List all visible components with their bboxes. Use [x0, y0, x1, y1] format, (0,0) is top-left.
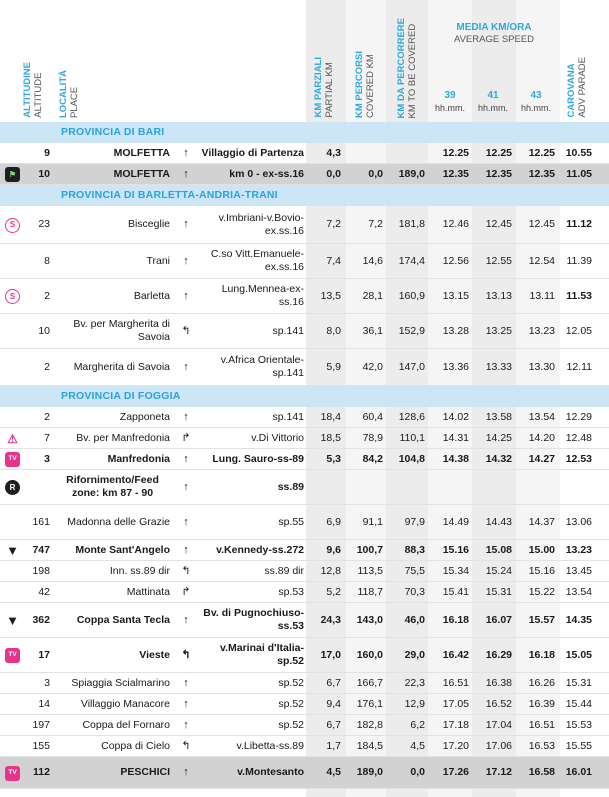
road-cell: v.Africa Orientale-sp.141: [220, 354, 304, 379]
place-cell: Spiaggia Scialmarino: [71, 676, 170, 689]
carovana-cell: 13.06: [565, 515, 592, 528]
place-cell: MOLFETTA: [113, 146, 170, 159]
section-label: PROVINCIA DI FOGGIA: [61, 390, 181, 402]
km-covered-cell: 176,1: [356, 697, 383, 710]
table-row: [0, 349, 609, 386]
time-41-cell: [474, 470, 512, 504]
km-partial-cell: 5,2: [326, 585, 341, 598]
km-to-go-cell: 152,9: [398, 324, 425, 337]
km-partial-cell: 4,3: [326, 146, 341, 159]
time-39-cell: 17.05: [442, 697, 469, 710]
place-cell: Coppa del Fornaro: [82, 718, 170, 731]
time-41-cell: 12.45: [485, 218, 512, 230]
km-to-go-cell: 181,8: [398, 218, 425, 230]
start-flag-icon: ⚑: [5, 167, 20, 182]
km-to-go-cell: 189,0: [398, 167, 425, 180]
time-39-cell: 12.56: [442, 254, 469, 267]
carovana-cell: 11.39: [566, 254, 592, 267]
header-altitude: ALTITUDINE ALTITUDE: [22, 62, 44, 118]
road-cell: v.Di Vittorio: [251, 431, 304, 444]
km-partial-cell: 9,6: [326, 543, 341, 556]
sprint-icon: S: [5, 289, 20, 304]
km-partial-cell: 18,4: [320, 410, 341, 423]
time-41-cell: 17.12: [485, 766, 512, 778]
road-cell: v.Montesanto: [237, 766, 304, 778]
place-cell: Bisceglie: [127, 218, 170, 230]
road-cell: km 0 - ex-ss.16: [229, 167, 304, 180]
km-partial-cell: [312, 470, 341, 504]
direction-arrow-icon: ↑: [183, 146, 189, 159]
time-41-cell: 16.29: [485, 648, 512, 661]
table-row: [0, 407, 609, 428]
table-row: [0, 582, 609, 603]
time-41-cell: 17.06: [485, 739, 512, 752]
time-43-cell: 16.58: [528, 766, 555, 778]
road-cell: sp.55: [278, 515, 304, 528]
time-39-cell: 14.31: [442, 431, 469, 444]
altitude-cell: 14: [38, 697, 50, 710]
direction-arrow-icon: ↑: [183, 613, 189, 626]
altitude-cell: 112: [33, 766, 50, 778]
table-row: [0, 449, 609, 470]
time-41-cell: 14.43: [485, 515, 512, 528]
altitude-cell: 2: [44, 410, 50, 423]
carovana-cell: 12.53: [565, 452, 592, 465]
place-cell: Bv. per Manfredonia: [76, 431, 170, 444]
table-row: [0, 244, 609, 279]
carovana-cell: 12.11: [566, 360, 592, 373]
time-39-cell: 14.49: [442, 515, 469, 528]
altitude-cell: 17: [38, 648, 50, 661]
km-partial-cell: 17,0: [320, 648, 341, 661]
km-to-go-cell: 70,3: [404, 585, 425, 598]
carovana-cell: 11.53: [566, 289, 592, 302]
time-41-cell: 12.55: [485, 254, 512, 267]
altitude-cell: 362: [32, 613, 50, 626]
header-km-to-go: KM DA PERCORRERE KM TO BE COVERED: [396, 17, 418, 118]
road-cell: v.Kennedy-ss.272: [216, 543, 304, 556]
altitude-cell: 42: [38, 585, 50, 598]
time-41-cell: 15.31: [485, 585, 512, 598]
km-to-go-cell: 147,0: [398, 360, 425, 373]
time-43-cell: 12.45: [528, 218, 555, 230]
km-to-go-cell: [388, 143, 425, 163]
time-43-cell: 14.27: [528, 452, 555, 465]
km-partial-cell: 6,9: [326, 515, 341, 528]
road-cell: ss.89: [277, 480, 304, 493]
time-39-cell: 13.28: [442, 324, 469, 337]
carovana-cell: [560, 470, 592, 504]
km-to-go-cell: 22,3: [404, 676, 425, 689]
place-cell: Villaggio Manacore: [80, 697, 170, 710]
time-39-cell: 17.20: [442, 739, 469, 752]
place-cell: Monte Sant'Angelo: [75, 543, 170, 556]
time-41-cell: 13.58: [485, 410, 512, 423]
table-row: [0, 314, 609, 349]
table-row: [0, 736, 609, 757]
time-43-cell: 14.20: [528, 431, 555, 444]
time-41-cell: 16.52: [485, 697, 512, 710]
road-cell: C.so Vitt.Emanuele-ex.ss.16: [210, 248, 304, 273]
section-label: PROVINCIA DI BARI: [61, 126, 165, 138]
road-cell: sp.52: [278, 697, 304, 710]
km-partial-cell: 6,7: [326, 676, 341, 689]
time-43-cell: 16.39: [528, 697, 555, 710]
time-43-cell: 14.37: [528, 515, 555, 528]
road-cell: Bv. di Pugnochiuso-ss.53: [203, 607, 304, 632]
km-covered-cell: 60,4: [362, 410, 383, 423]
km-partial-cell: 18,5: [320, 431, 341, 444]
km-covered-cell: 100,7: [356, 543, 383, 556]
altitude-cell: [20, 470, 50, 504]
time-39-cell: 13.15: [442, 289, 469, 302]
km-covered-cell: 143,0: [356, 613, 383, 626]
road-cell: v.Imbriani-v.Bovio-ex.ss.16: [218, 211, 304, 237]
km-to-go-cell: 104,8: [398, 452, 425, 465]
table-row: [0, 428, 609, 449]
time-41-cell: 12.35: [485, 167, 512, 180]
warning-icon: ⚠: [7, 431, 18, 446]
header-carovana: CAROVANA ADV PARADE: [566, 57, 588, 118]
table-row: [0, 470, 609, 505]
time-43-cell: 13.11: [529, 289, 555, 302]
place-cell: Zapponeta: [119, 410, 170, 423]
place-cell: Barletta: [133, 289, 170, 302]
header-average-speed: MEDIA KM/ORA AVERAGE SPEED: [453, 22, 535, 45]
place-cell: PESCHICI: [120, 766, 170, 778]
time-41-cell: 16.07: [485, 613, 512, 626]
km-partial-cell: 7,4: [326, 254, 341, 267]
header-speed-39: 39 hh.mm.: [434, 90, 465, 113]
km-covered-cell: 7,2: [368, 218, 383, 230]
table-header: [0, 0, 609, 122]
table-row: [0, 540, 609, 561]
km-partial-cell: 6,7: [326, 718, 341, 731]
tv-sprint-icon: TV: [5, 648, 20, 663]
table-body: [0, 122, 609, 789]
km-to-go-cell: 97,9: [404, 515, 425, 528]
direction-arrow-icon: ↑: [183, 167, 189, 180]
direction-arrow-icon: ↱: [181, 585, 191, 598]
table-row: [0, 757, 609, 789]
time-39-cell: 16.18: [442, 613, 469, 626]
km-to-go-cell: 110,1: [399, 431, 425, 444]
time-39-cell: 16.51: [442, 676, 469, 689]
km-partial-cell: 7,2: [326, 218, 341, 230]
carovana-cell: 15.44: [565, 697, 592, 710]
place-cell: Margherita di Savoia: [73, 360, 170, 373]
road-cell: ss.89 dir: [264, 564, 304, 577]
km-partial-cell: 1,7: [326, 739, 341, 752]
altitude-cell: 161: [32, 515, 50, 528]
time-43-cell: 15.22: [528, 585, 555, 598]
altitude-cell: 155: [32, 739, 50, 752]
direction-arrow-icon: ↑: [183, 718, 189, 731]
time-39-cell: 12.46: [442, 218, 469, 230]
km-to-go-cell: 75,5: [404, 564, 425, 577]
time-39-cell: 15.16: [442, 543, 469, 556]
km-to-go-cell: 46,0: [404, 613, 425, 626]
time-41-cell: 16.38: [485, 676, 512, 689]
time-43-cell: 15.00: [528, 543, 555, 556]
km-covered-cell: 182,8: [356, 718, 383, 731]
carovana-cell: 14.35: [565, 613, 592, 626]
km-covered-cell: 160,0: [356, 648, 383, 661]
place-cell: Trani: [146, 254, 170, 267]
direction-arrow-icon: ↑: [183, 515, 189, 528]
time-39-cell: 14.38: [442, 452, 469, 465]
kom-icon: ▼: [6, 543, 19, 558]
direction-arrow-icon: ↑: [183, 480, 189, 493]
carovana-cell: 13.54: [565, 585, 592, 598]
altitude-cell: 10: [38, 167, 50, 180]
table-row: [0, 561, 609, 582]
carovana-cell: 15.55: [565, 739, 592, 752]
road-cell: Lung.Mennea-ex-ss.16: [221, 283, 304, 308]
time-43-cell: 16.18: [528, 648, 555, 661]
time-43-cell: 12.25: [528, 146, 555, 159]
km-covered-cell: 0,0: [368, 167, 383, 180]
time-41-cell: 15.08: [485, 543, 512, 556]
place-cell: Coppa Santa Tecla: [76, 613, 170, 626]
km-to-go-cell: 128,6: [398, 410, 425, 423]
altitude-cell: 747: [32, 543, 50, 556]
carovana-cell: 15.31: [565, 676, 592, 689]
altitude-cell: 9: [44, 146, 50, 159]
km-to-go-cell: 160,9: [398, 289, 425, 302]
road-cell: Villaggio di Partenza: [201, 146, 304, 159]
direction-arrow-icon: ↑: [183, 766, 189, 778]
carovana-cell: 10.55: [565, 146, 592, 159]
km-covered-cell: [346, 143, 383, 163]
direction-arrow-icon: ↰: [181, 739, 191, 752]
km-covered-cell: 28,1: [362, 289, 383, 302]
altitude-cell: 3: [44, 452, 50, 465]
road-cell: sp.52: [278, 676, 304, 689]
time-39-cell: 14.02: [442, 410, 469, 423]
km-covered-cell: 189,0: [356, 766, 383, 778]
place-cell: Manfredonia: [107, 452, 170, 465]
direction-arrow-icon: ↑: [183, 218, 189, 230]
time-41-cell: 14.32: [485, 452, 512, 465]
table-row: [0, 638, 609, 673]
km-covered-cell: 78,9: [362, 431, 383, 444]
header-place: LOCALITÀ PLACE: [58, 69, 80, 118]
time-43-cell: 12.35: [528, 167, 555, 180]
time-43-cell: 13.30: [528, 360, 555, 373]
direction-arrow-icon: ↑: [183, 410, 189, 423]
table-row: [0, 206, 609, 244]
altitude-cell: 197: [32, 718, 50, 731]
direction-arrow-icon: ↑: [183, 452, 189, 465]
carovana-cell: 12.29: [565, 410, 592, 423]
time-39-cell: 12.25: [442, 146, 469, 159]
altitude-cell: 8: [44, 254, 50, 267]
time-43-cell: 12.54: [528, 254, 555, 267]
table-row: [0, 279, 609, 314]
km-partial-cell: 5,3: [326, 452, 341, 465]
km-partial-cell: 24,3: [320, 613, 341, 626]
feed-zone-icon: R: [5, 480, 20, 495]
km-partial-cell: 5,9: [326, 360, 341, 373]
time-43-cell: 13.23: [528, 324, 555, 337]
place-cell: Rifornimento/Feed zone: km 87 - 90: [66, 474, 159, 499]
road-cell: sp.53: [278, 585, 304, 598]
time-39-cell: 15.34: [442, 564, 469, 577]
sprint-icon: S: [5, 218, 20, 233]
place-cell: Bv. per Margherita di Savoia: [73, 318, 170, 343]
km-covered-cell: 166,7: [356, 676, 383, 689]
table-row: [0, 694, 609, 715]
table-row: [0, 143, 609, 164]
km-covered-cell: 113,5: [357, 564, 383, 577]
finish-tv-icon: TV: [5, 766, 20, 781]
place-cell: Inn. ss.89 dir: [109, 564, 170, 577]
table-row: [0, 673, 609, 694]
km-partial-cell: 4,5: [326, 766, 341, 778]
section-header: [0, 386, 609, 407]
header-speed-43: 43 hh.mm.: [520, 90, 551, 113]
time-39-cell: 12.35: [442, 167, 469, 180]
table-row: [0, 603, 609, 638]
time-43-cell: 16.26: [528, 676, 555, 689]
km-covered-cell: 14,6: [362, 254, 383, 267]
carovana-cell: 11.05: [566, 167, 592, 180]
altitude-cell: 198: [32, 564, 50, 577]
road-cell: sp.52: [278, 718, 304, 731]
kom-icon: ▼: [6, 613, 19, 628]
road-cell: sp.141: [272, 324, 304, 337]
time-39-cell: [432, 470, 469, 504]
time-39-cell: 13.36: [442, 360, 469, 373]
carovana-cell: 15.53: [565, 718, 592, 731]
km-partial-cell: 8,0: [326, 324, 341, 337]
tv-icon: TV: [5, 452, 20, 467]
carovana-cell: 12.05: [565, 324, 592, 337]
time-41-cell: 17.04: [485, 718, 512, 731]
table-row: [0, 505, 609, 540]
km-to-go-cell: 88,3: [404, 543, 425, 556]
km-covered-cell: 84,2: [362, 452, 383, 465]
direction-arrow-icon: ↱: [181, 431, 191, 444]
altitude-cell: 2: [44, 289, 50, 302]
time-41-cell: 13.13: [485, 289, 512, 302]
km-partial-cell: 12,8: [320, 564, 341, 577]
road-cell: sp.141: [272, 410, 304, 423]
direction-arrow-icon: ↑: [183, 254, 189, 267]
header-km-partial: KM PARZIALI PARTIAL KM: [313, 57, 335, 118]
direction-arrow-icon: ↑: [183, 289, 189, 302]
section-header: [0, 185, 609, 206]
time-41-cell: 13.33: [485, 360, 512, 373]
road-cell: Lung. Sauro-ss-89: [212, 452, 304, 465]
carovana-cell: 16.01: [565, 766, 592, 778]
km-covered-cell: 184,5: [356, 739, 383, 752]
km-to-go-cell: 174,4: [398, 254, 425, 267]
km-covered-cell: [346, 470, 383, 504]
time-39-cell: 15.41: [442, 585, 469, 598]
carovana-cell: 12.48: [565, 431, 592, 444]
section-label: PROVINCIA DI BARLETTA-ANDRIA-TRANI: [61, 189, 278, 201]
km-to-go-cell: [388, 470, 425, 504]
carovana-cell: 15.05: [565, 648, 592, 661]
table-row: [0, 715, 609, 736]
place-cell: MOLFETTA: [113, 167, 170, 180]
time-43-cell: 15.16: [528, 564, 555, 577]
table-row: [0, 164, 609, 185]
carovana-cell: 13.45: [565, 564, 592, 577]
km-covered-cell: 91,1: [362, 515, 383, 528]
carovana-cell: 11.12: [566, 218, 592, 230]
time-41-cell: 13.25: [485, 324, 512, 337]
place-cell: Coppa di Cielo: [101, 739, 170, 752]
km-to-go-cell: 6,2: [410, 718, 425, 731]
time-41-cell: 12.25: [485, 146, 512, 159]
altitude-cell: 23: [38, 218, 50, 230]
time-43-cell: 16.53: [528, 739, 555, 752]
km-covered-cell: 36,1: [362, 324, 383, 337]
time-39-cell: 17.26: [442, 766, 469, 778]
road-cell: v.Libetta-ss.89: [236, 739, 304, 752]
section-header: [0, 122, 609, 143]
time-39-cell: 16.42: [442, 648, 469, 661]
altitude-cell: 2: [44, 360, 50, 373]
time-43-cell: [517, 470, 555, 504]
time-41-cell: 14.25: [485, 431, 512, 444]
place-cell: Vieste: [139, 648, 170, 661]
direction-arrow-icon: ↑: [183, 543, 189, 556]
carovana-cell: 13.23: [565, 543, 592, 556]
time-43-cell: 16.51: [528, 718, 555, 731]
altitude-cell: 10: [38, 324, 50, 337]
time-39-cell: 17.18: [442, 718, 469, 731]
altitude-cell: 7: [44, 431, 50, 444]
direction-arrow-icon: ↰: [181, 648, 191, 661]
km-partial-cell: 0,0: [326, 167, 341, 180]
place-cell: Mattinata: [126, 585, 170, 598]
km-to-go-cell: 0,0: [410, 766, 425, 778]
direction-arrow-icon: ↑: [183, 360, 189, 373]
km-partial-cell: 13,5: [320, 289, 341, 302]
km-partial-cell: 9,4: [326, 697, 341, 710]
km-to-go-cell: 29,0: [404, 648, 425, 661]
header-speed-41: 41 hh.mm.: [477, 90, 508, 113]
km-covered-cell: 42,0: [362, 360, 383, 373]
time-41-cell: 15.24: [485, 564, 512, 577]
km-covered-cell: 118,7: [357, 585, 383, 598]
direction-arrow-icon: ↑: [183, 676, 189, 689]
altitude-cell: 3: [44, 676, 50, 689]
place-cell: Madonna delle Grazie: [67, 515, 170, 528]
direction-arrow-icon: ↑: [183, 697, 189, 710]
direction-arrow-icon: ↰: [181, 564, 191, 577]
km-to-go-cell: 4,5: [410, 739, 425, 752]
header-km-covered: KM PERCORSI COVERED KM: [354, 50, 376, 118]
road-cell: v.Marinai d'Italia-sp.52: [220, 642, 304, 667]
direction-arrow-icon: ↰: [181, 324, 191, 337]
km-to-go-cell: 12,9: [404, 697, 425, 710]
time-43-cell: 13.54: [528, 410, 555, 423]
time-43-cell: 15.57: [528, 613, 555, 626]
